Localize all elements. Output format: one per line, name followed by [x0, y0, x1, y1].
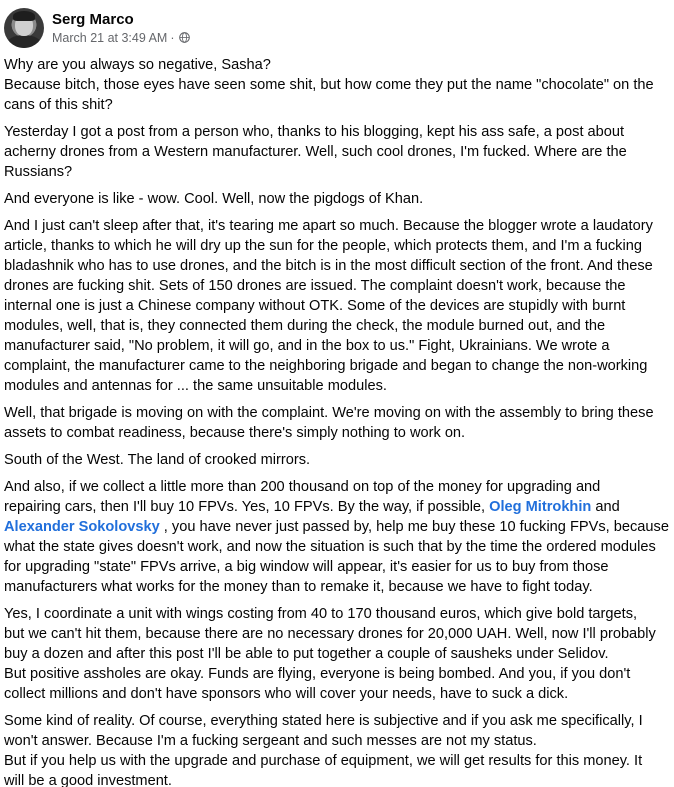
post-content: [4, 55, 674, 787]
text-line: internal one is just a Chinese company without OTK. Some of the devices are stupidly with burnt: [4, 298, 626, 314]
paragraph-8: [4, 604, 674, 704]
globe-icon[interactable]: [179, 32, 190, 43]
text-line: Because bitch, those eyes have seen some shit, but how come they put the name "chocolate" on the: [4, 77, 654, 93]
text-line: manufacturer said, "No problem, it will go, and in the box to us." Fight, Ukrainians. We wrote a: [4, 338, 610, 354]
text-line: Russians?: [4, 164, 73, 180]
text-line: drones are fucking shit. Sets of 150 drones are issued. The complaint doesn't work, because the: [4, 278, 626, 294]
text-line: article, thanks to which he will dry up the sun for the people, which protects them, and I'm a fucking: [4, 238, 642, 254]
text-line: what the state gives doesn't work, and now the situation is such that by the time the ordered modules: [4, 539, 656, 555]
text-line: won't answer. Because I'm a fucking sergeant and such messes are not my status.: [4, 733, 537, 749]
text-line: Some kind of reality. Of course, everything stated here is subjective and if you ask me specifically, I: [4, 713, 643, 729]
text-line: But if you help us with the upgrade and purchase of equipment, we will get results for this money. It: [4, 753, 643, 769]
text-line: Yes, I coordinate a unit with wings costing from 40 to 170 thousand euros, which give bold targets,: [4, 606, 638, 622]
mention-link-alexander-sokolovsky[interactable]: Alexander Sokolovsky: [4, 519, 160, 535]
paragraph-7: [4, 477, 674, 597]
text-line: will be a good investment.: [4, 773, 172, 787]
paragraph-4: [4, 216, 674, 396]
text-line: Well, that brigade is moving on with the complaint. We're moving on with the assembly to bring these: [4, 405, 654, 421]
post-timestamp[interactable]: March 21 at 3:49 AM: [52, 30, 168, 45]
text-line: South of the West. The land of crooked mirrors.: [4, 452, 311, 468]
header-text: [52, 10, 190, 47]
paragraph-6: [4, 450, 674, 470]
text-line: [4, 497, 674, 517]
meta-separator: ·: [170, 30, 175, 45]
avatar[interactable]: [4, 8, 44, 48]
text-line: collect millions and don't have sponsors who will cover your needs, have to suck a dick.: [4, 686, 569, 702]
text-span: and: [591, 499, 620, 515]
post-meta: [52, 29, 190, 47]
text-line: manufacturers what works for the money than to remake it, because we have to fight today.: [4, 579, 593, 595]
avatar-shoulders: [6, 35, 42, 48]
text-line: And everyone is like - wow. Cool. Well, now the pigdogs of Khan.: [4, 191, 424, 207]
text-line: but we can't hit them, because there are no necessary drones for 20,000 UAH. Well, now I'll probably: [4, 626, 656, 642]
avatar-hair: [13, 11, 35, 21]
text-line: And I just can't sleep after that, it's tearing me apart so much. Because the blogger wrote a laudatory: [4, 218, 653, 234]
text-line: Why are you always so negative, Sasha?: [4, 57, 271, 73]
paragraph-1: [4, 55, 674, 115]
text-line: modules, well, that is, they connected them during the check, the module burned out, and the: [4, 318, 606, 334]
text-line: But positive assholes are okay. Funds are flying, everyone is being bombed. And you, if you don't: [4, 666, 631, 682]
text-line: for upgrading "state" FPVs arrive, a big window will appear, it's easier for us to buy from those: [4, 559, 609, 575]
text-span: , you have never just passed by, help me buy these 10 fucking FPVs, because: [159, 519, 669, 535]
text-span: repairing cars, then I'll buy 10 FPVs. Yes, 10 FPVs. By the way, if possible,: [4, 499, 490, 515]
text-line: [4, 517, 674, 537]
text-line: buy a dozen and after this post I'll be able to put together a couple of sausheks under Selidov.: [4, 646, 609, 662]
paragraph-5: [4, 403, 674, 443]
text-line: Yesterday I got a post from a person who, thanks to his blogging, kept his ass safe, a post about: [4, 124, 625, 140]
text-line: complaint, the manufacturer came to the neighboring brigade and began to change the non-working: [4, 358, 648, 374]
paragraph-9: [4, 711, 674, 787]
paragraph-2: [4, 122, 674, 182]
author-name[interactable]: Serg Marco: [52, 10, 134, 28]
mention-link-oleg-mitrokhin[interactable]: Oleg Mitrokhin: [489, 499, 592, 515]
text-line: modules and antennas for ... the same unsuitable modules.: [4, 378, 387, 394]
post-header: [4, 6, 190, 50]
text-line: bladashnik who has to use drones, and the bitch is in the most difficult section of the front. And these: [4, 258, 653, 274]
paragraph-3: [4, 189, 674, 209]
text-line: acherny drones from a Western manufacturer. Well, such cool drones, I'm fucked. Where are the: [4, 144, 627, 160]
text-line: assets to combat readiness, because there's simply nothing to work on.: [4, 425, 466, 441]
text-line: And also, if we collect a little more than 200 thousand on top of the money for upgrading and: [4, 479, 601, 495]
text-line: cans of this shit?: [4, 97, 113, 113]
